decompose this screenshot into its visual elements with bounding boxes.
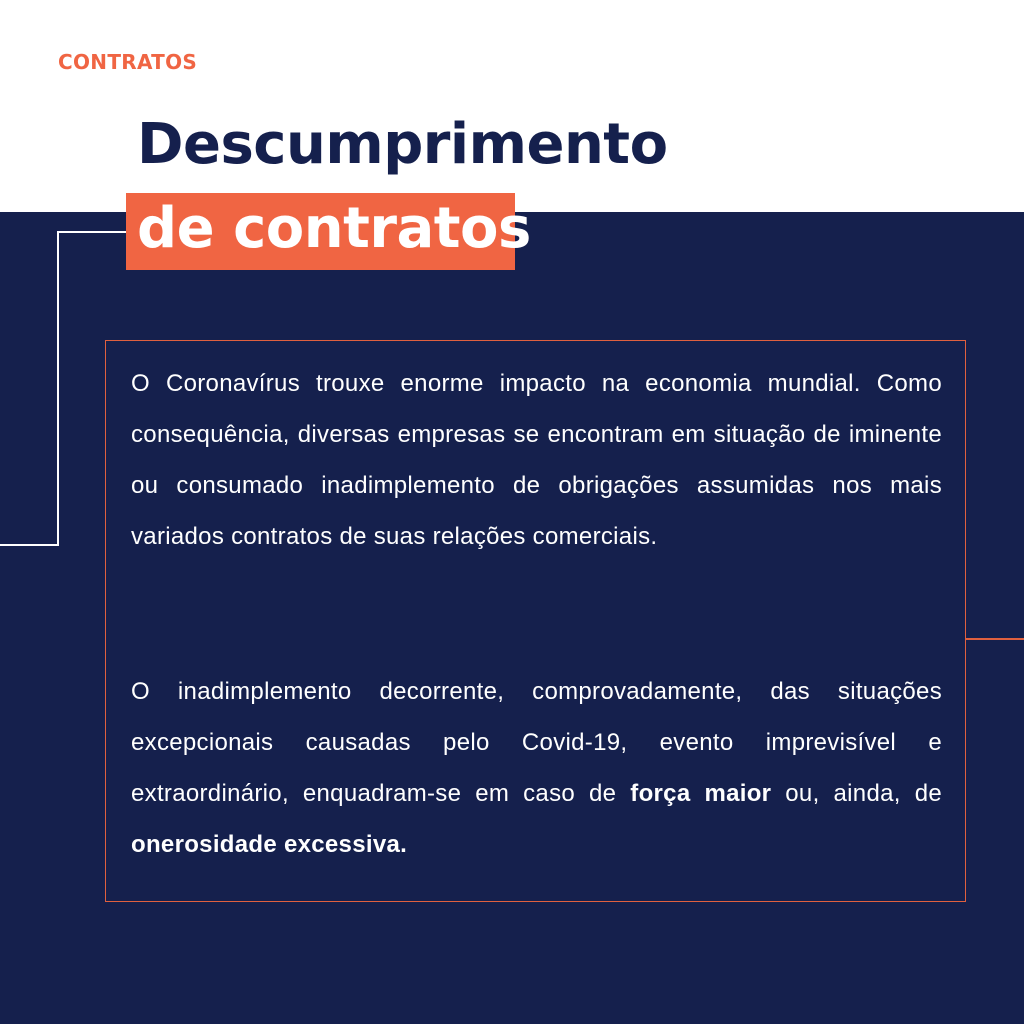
header-background bbox=[0, 0, 1024, 212]
frame-side-line bbox=[966, 638, 1024, 640]
paragraph-2-text-b: ou, ainda, de bbox=[771, 780, 942, 807]
emphasis-forca-maior: força maior bbox=[630, 780, 772, 807]
emphasis-onerosidade-excessiva: onerosidade excessiva. bbox=[131, 831, 408, 858]
paragraph-2-text-a: O inadimplemento decorrente, comprovadamente, das situações excepcionais causadas pelo Covid-19, evento imprevisível e extraordinário, enquadram-se em caso de bbox=[131, 678, 942, 807]
body-paragraph-2 bbox=[131, 666, 942, 870]
connector-line-top bbox=[57, 231, 126, 233]
connector-line-bottom bbox=[0, 544, 59, 546]
category-label: CONTRATOS bbox=[58, 50, 198, 74]
page-title-line1: Descumprimento bbox=[137, 112, 668, 177]
connector-line-vertical bbox=[57, 231, 59, 546]
page-title-line2: de contratos bbox=[137, 196, 531, 261]
body-paragraph-1: O Coronavírus trouxe enorme impacto na economia mundial. Como consequência, diversas empresas se encontram em situação de iminente ou consumado inadimplemento de obrigações assumidas nos mais variados contratos de suas relações comerciais. bbox=[131, 370, 942, 550]
